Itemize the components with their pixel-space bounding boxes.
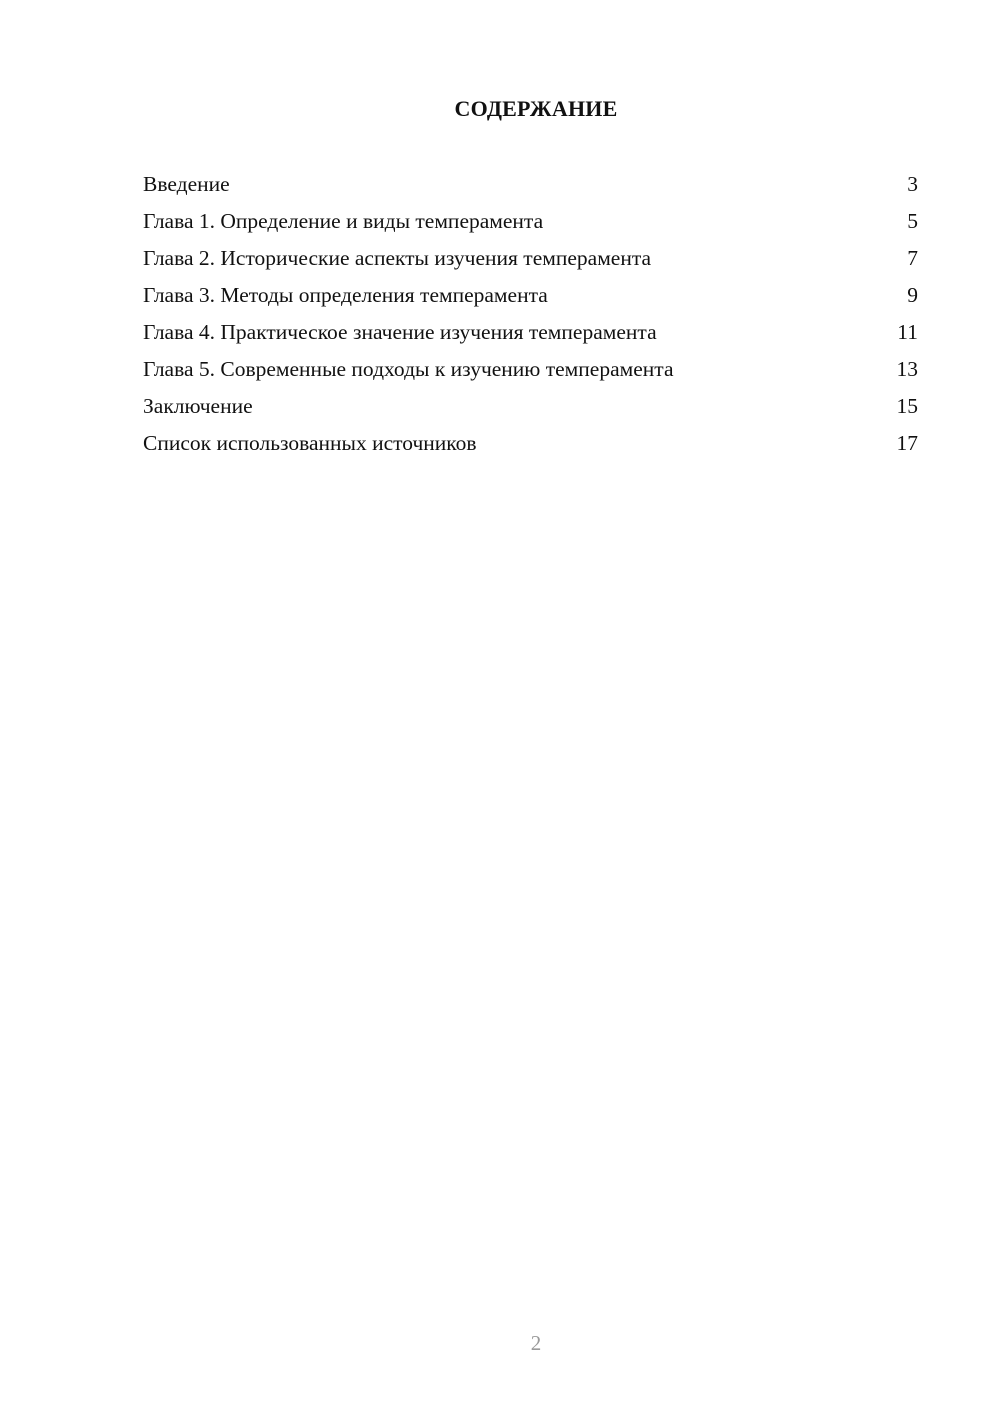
toc-entry-label: Список использованных источников xyxy=(143,431,477,455)
toc-entry-label: Заключение xyxy=(143,394,253,418)
toc-entry-page: 15 xyxy=(896,394,918,418)
toc-entry-label: Введение xyxy=(143,172,230,196)
toc-entry-label: Глава 2. Исторические аспекты изучения темперамента xyxy=(143,246,652,270)
toc-entry-page: 17 xyxy=(896,431,918,455)
toc-entry xyxy=(143,166,918,203)
toc-entry xyxy=(143,351,918,388)
toc-title: СОДЕРЖАНИЕ xyxy=(454,96,618,121)
toc-entry-page: 9 xyxy=(907,283,918,307)
toc-entry-label: Глава 1. Определение и виды темперамента xyxy=(143,209,544,233)
toc-entry xyxy=(143,425,918,462)
toc-entry xyxy=(143,277,918,314)
toc-entry-label: Глава 3. Методы определения темперамента xyxy=(143,283,548,307)
toc-entry-page: 11 xyxy=(897,320,918,344)
toc-entry xyxy=(143,203,918,240)
toc-entry-page: 3 xyxy=(907,172,918,196)
toc-entry-page: 7 xyxy=(907,246,918,270)
toc-entry-label: Глава 4. Практическое значение изучения темперамента xyxy=(143,320,657,344)
table-of-contents xyxy=(143,166,918,462)
page-number: 2 xyxy=(530,1331,542,1355)
toc-entry xyxy=(143,314,918,351)
toc-entry xyxy=(143,388,918,425)
toc-entry xyxy=(143,240,918,277)
toc-entry-page: 13 xyxy=(896,357,918,381)
toc-entry-page: 5 xyxy=(907,209,918,233)
toc-entry-label: Глава 5. Современные подходы к изучению темперамента xyxy=(143,357,674,381)
